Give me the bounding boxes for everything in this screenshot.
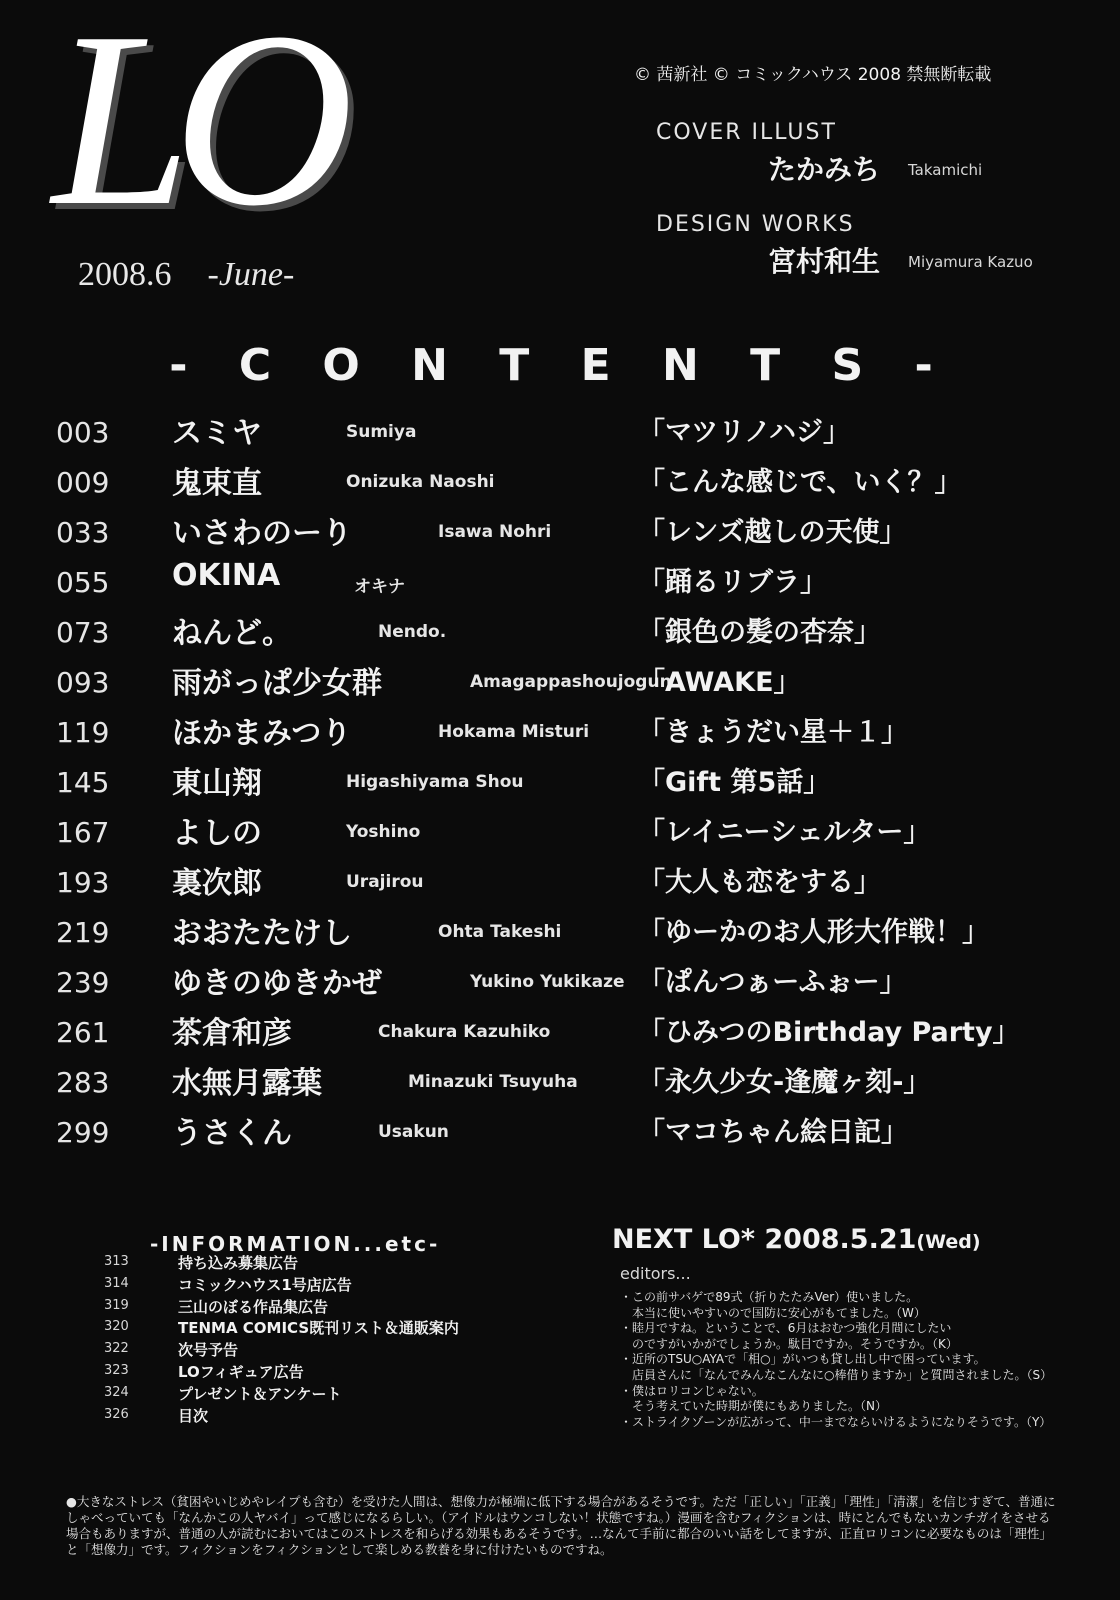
author-roman: Higashiyama Shou — [346, 772, 524, 792]
contents-row — [56, 1058, 1096, 1108]
page-number: 003 — [56, 416, 110, 449]
information-label: TENMA COMICS既刊リスト＆通販案内 — [178, 1319, 459, 1338]
credit-name-cover: たかみち — [768, 153, 881, 186]
author-roman: Sumiya — [346, 422, 417, 442]
page-number: 055 — [56, 566, 110, 599]
story-title: 「マコちゃん絵日記」 — [638, 1117, 908, 1148]
page-number: 219 — [56, 916, 110, 949]
author-roman: Urajirou — [346, 872, 424, 892]
author-name: うさくん — [172, 1116, 292, 1151]
issue-month: -June- — [207, 256, 295, 293]
author-name: スミヤ — [172, 416, 262, 451]
contents-row — [56, 908, 1096, 958]
contents-row — [56, 508, 1096, 558]
issue-number: 2008.6 — [78, 256, 172, 293]
story-title: 「ゆーかのお人形大作戦！」 — [638, 917, 989, 948]
author-name: 水無月露葉 — [172, 1066, 322, 1101]
author-roman: Amagappashoujogun — [470, 672, 672, 692]
author-roman: オキナ — [354, 577, 405, 597]
story-title: 「レイニーシェルター」 — [638, 817, 931, 848]
story-title: 「きょうだい星＋１」 — [638, 717, 908, 748]
information-page: 323 — [104, 1363, 129, 1378]
author-roman: Usakun — [378, 1122, 449, 1142]
story-title: 「銀色の髪の杏奈」 — [638, 617, 881, 648]
author-roman: Isawa Nohri — [438, 522, 552, 542]
issue-date — [78, 256, 294, 294]
author-name: ほかまみつり — [172, 716, 352, 751]
next-issue-date: NEXT LO* 2008.5.21 — [612, 1224, 917, 1255]
author-roman: Onizuka Naoshi — [346, 472, 495, 492]
footer-note: ●大きなストレス（貧困やいじめやレイプも含む）を受けた人間は、想像力が極端に低下する場合があるそうです。ただ「正しい」「正義」「理性」「清潔」を信じすぎて、普通にしゃべっていても「なんかこの人ヤバイ」って感じになるらしい。（アイドルはウンコしない！状態ですね。）漫画を含むフィクションは、時にとんでもないカンチガイをさせる場合もありますが、普通の人が読むにおいてはこのストレスを和らげる効果もあるそうです。…なんて手前に都合のいい話をしてますが、正直ロリコンに必要なものは「理性」と「想像力」です。フィクションをフィクションとして楽しめる教養を身に付けたいものですね。 — [66, 1494, 1056, 1557]
information-page: 322 — [104, 1341, 129, 1357]
information-label: プレゼント＆アンケート — [178, 1384, 342, 1403]
contents-row — [56, 1008, 1096, 1058]
author-name: おおたたけし — [172, 916, 352, 951]
information-label: LOフィギュア広告 — [178, 1363, 304, 1381]
author-name: 東山翔 — [172, 766, 262, 801]
contents-row — [56, 808, 1096, 858]
next-issue-day: (Wed) — [916, 1231, 981, 1253]
contents-heading: - C O N T E N T S - — [169, 340, 951, 391]
page-number: 261 — [56, 1016, 110, 1049]
author-name: 鬼束直 — [172, 466, 262, 501]
story-title: 「マツリノハジ」 — [638, 417, 850, 448]
editor-note-line: ・睦月ですね。ということで、6月はおむつ強化月間にしたい — [620, 1321, 952, 1336]
credit-roman-cover: Takamichi — [908, 161, 983, 179]
information-label: コミックハウス1号店広告 — [178, 1275, 352, 1294]
editor-note-line: ・ストライクゾーンが広がって、中一までならいけるようになりそうです。（Y） — [620, 1414, 1052, 1429]
story-title: 「ひみつのBirthday Party」 — [638, 1017, 1020, 1048]
author-roman: Hokama Misturi — [438, 722, 590, 742]
editor-note-line: ・近所のTSU○AYAで「相○」がいつも貸し出し中で困っています。 — [620, 1352, 986, 1367]
editor-note-line: 店員さんに「なんでみんなこんなに○棒借りますか」と質問されました。（S） — [620, 1368, 1053, 1382]
credit-role-cover: COVER ILLUST — [656, 120, 837, 145]
credit-roman-design: Miyamura Kazuo — [908, 253, 1033, 271]
editor-note-line: そう考えていた時期が僕にもありました。（N） — [620, 1399, 887, 1414]
information-page: 313 — [104, 1254, 129, 1269]
contents-row — [56, 708, 1096, 758]
author-name: ねんど。 — [172, 616, 292, 651]
next-issue — [612, 1224, 981, 1255]
information-label: 次号予告 — [178, 1341, 239, 1360]
author-roman: Chakura Kazuhiko — [378, 1022, 551, 1042]
story-title: 「大人も恋をする」 — [638, 867, 881, 898]
author-roman: Minazuki Tsuyuha — [408, 1072, 578, 1092]
story-title: 「AWAKE」 — [638, 667, 801, 698]
author-roman: Ohta Takeshi — [438, 922, 562, 942]
information-label: 持ち込み募集広告 — [178, 1254, 299, 1272]
author-name: OKINA — [172, 558, 281, 593]
page-number: 033 — [56, 516, 110, 549]
contents-row — [56, 658, 1096, 708]
author-name: ゆきのゆきかぜ — [172, 966, 382, 1001]
page-number: 193 — [56, 866, 110, 899]
page-number: 145 — [56, 766, 110, 799]
contents-row — [56, 858, 1096, 908]
copyright-notice: © 茜新社 © コミックハウス 2008 禁無断転載 — [634, 65, 992, 85]
story-title: 「永久少女-逢魔ヶ刻-」 — [638, 1067, 931, 1098]
information-page: 314 — [104, 1275, 129, 1291]
editor-note-line: ・僕はロリコンじゃない。 — [620, 1383, 764, 1398]
page-number: 167 — [56, 816, 110, 849]
contents-row — [56, 408, 1096, 458]
information-heading: -INFORMATION...etc- — [150, 1232, 441, 1256]
information-page: 326 — [104, 1406, 129, 1422]
information-label: 三山のぼる作品集広告 — [178, 1297, 329, 1316]
author-roman: Yukino Yukikaze — [470, 972, 625, 992]
page-number: 093 — [56, 666, 110, 699]
author-roman: Yoshino — [346, 822, 421, 842]
story-title: 「踊るリブラ」 — [638, 567, 827, 598]
editors-heading: editors... — [620, 1264, 691, 1283]
page-number: 119 — [56, 716, 110, 749]
author-roman: Nendo. — [378, 622, 447, 642]
contents-row — [56, 558, 1096, 608]
contents-row — [56, 958, 1096, 1008]
author-name: 茶倉和彦 — [172, 1016, 292, 1051]
author-name: いさわのーり — [172, 516, 352, 551]
credit-name-design: 宮村和生 — [768, 245, 881, 278]
credit-role-design: DESIGN WORKS — [656, 212, 855, 237]
page-number: 009 — [56, 466, 110, 499]
story-title: 「レンズ越しの天使」 — [638, 517, 907, 548]
page-number: 073 — [56, 616, 110, 649]
author-name: 雨がっぱ少女群 — [172, 666, 382, 701]
contents-row — [56, 458, 1096, 508]
information-label: 目次 — [178, 1406, 209, 1425]
editor-note-line: 本当に使いやすいので国防に安心がもてました。（W） — [620, 1305, 926, 1320]
story-title: 「Gift 第5話」 — [638, 767, 831, 798]
story-title: 「こんな感じで、いく？」 — [638, 467, 962, 498]
author-name: よしの — [172, 816, 262, 851]
page-number: 239 — [56, 966, 110, 999]
information-page: 320 — [104, 1319, 129, 1335]
editor-note-line: ・この前サバゲで89式（折りたたみVer）使いました。 — [620, 1290, 919, 1304]
page-number: 283 — [56, 1066, 110, 1099]
information-page: 319 — [104, 1297, 129, 1313]
magazine-logo: LO — [52, 0, 336, 258]
author-name: 裏次郎 — [172, 866, 262, 901]
information-page: 324 — [104, 1384, 129, 1400]
page-number: 299 — [56, 1116, 110, 1149]
contents-row — [56, 758, 1096, 808]
contents-row — [56, 1108, 1096, 1158]
story-title: 「ぱんつぁーふぉー」 — [638, 967, 907, 998]
contents-row — [56, 608, 1096, 658]
editor-note-line: のですがいかがでしょうか。駄目ですか。そうですか。（K） — [620, 1336, 958, 1351]
